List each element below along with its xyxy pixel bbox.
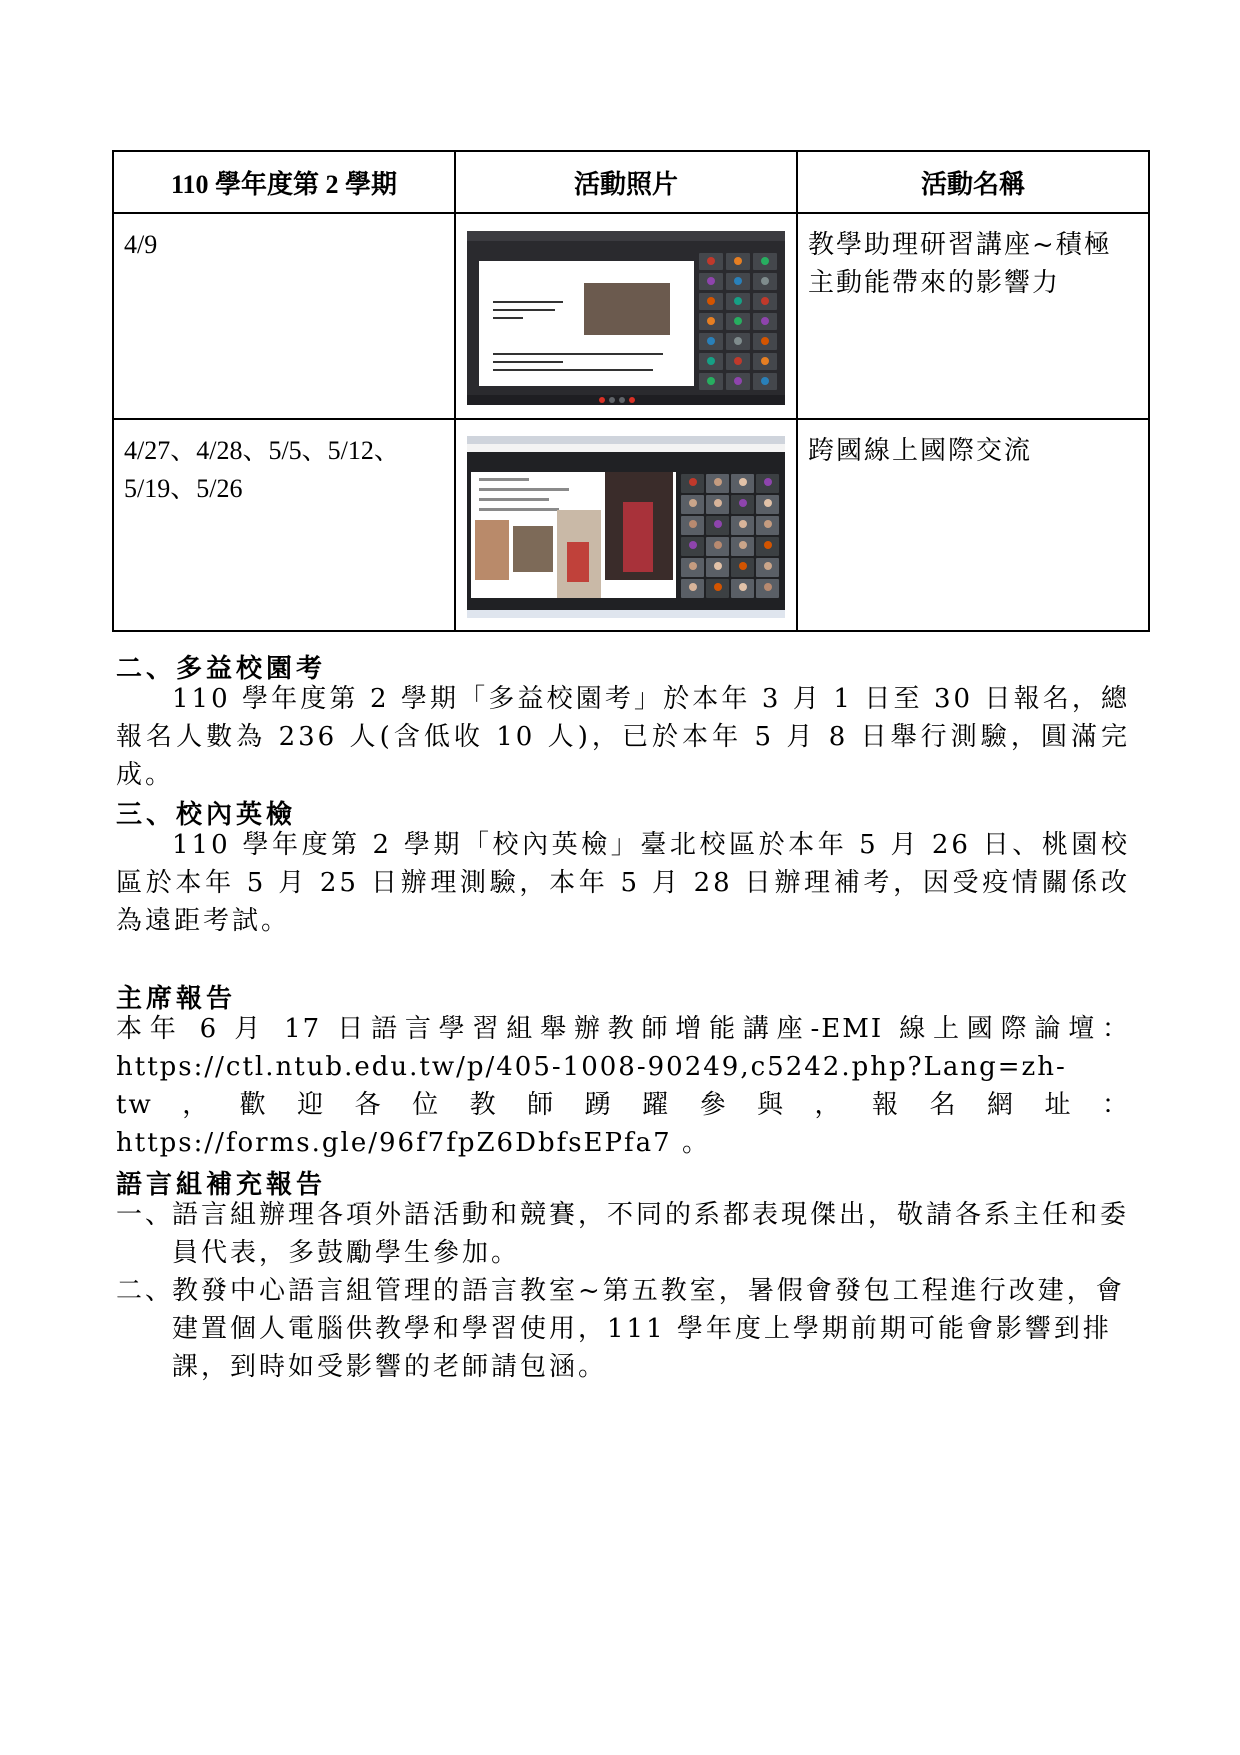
online-exchange-screenshot-image <box>467 436 785 618</box>
header-semester: 110 學年度第 2 學期 <box>113 151 455 213</box>
activity-date: 4/27、4/28、5/5、5/12、5/19、5/26 <box>113 419 455 631</box>
section-body-english-test: 110 學年度第 2 學期「校內英檢」臺北校區於本年 5 月 26 日、桃園校區於本年 5 月 25 日辦理測驗，本年 5 月 28 日辦理補考，因受疫情關係改為遠距考試。 <box>116 830 1130 936</box>
participant-tile <box>706 537 729 556</box>
participant-tile <box>753 253 777 270</box>
participant-tile <box>753 333 777 350</box>
participant-tile <box>753 293 777 310</box>
section-title-toeic: 二、多益校園考 <box>116 654 327 684</box>
participant-tile <box>726 353 750 370</box>
activity-photo-cell <box>455 213 797 419</box>
participant-tile <box>731 495 754 514</box>
participant-tile <box>726 273 750 290</box>
participant-tile <box>756 474 779 493</box>
table-header-row <box>113 151 1149 213</box>
participant-tile <box>753 373 777 390</box>
list-item: 二、 教發中心語言組管理的語言教室~第五教室，暑假會發包工程進行改建，會建置個人電腦供教學和學習使用，111 學年度上學期前期可能會影響到排課，到時如受影響的老師請包涵。 <box>116 1276 1125 1382</box>
participant-tile <box>753 273 777 290</box>
participant-tile <box>756 495 779 514</box>
section-title-chair-report: 主席報告 <box>116 984 237 1014</box>
participant-tile <box>699 313 723 330</box>
header-activity-name: 活動名稱 <box>797 151 1149 213</box>
activity-photo-cell <box>455 419 797 631</box>
participant-tile <box>706 516 729 535</box>
participant-tile <box>726 253 750 270</box>
participant-tile <box>706 474 729 493</box>
participant-tile <box>726 373 750 390</box>
participant-tile <box>726 293 750 310</box>
participant-tile <box>681 579 704 598</box>
participant-tile <box>726 313 750 330</box>
activity-date: 4/9 <box>113 213 455 419</box>
participant-tile <box>681 537 704 556</box>
list-item: 一、 語言組辦理各項外語活動和競賽，不同的系都表現傑出，敬請各系主任和委員代表，多鼓勵學生參加。 <box>116 1200 1130 1268</box>
table-row <box>113 419 1149 631</box>
participant-tile <box>753 353 777 370</box>
participant-tile <box>731 516 754 535</box>
participant-tile <box>726 333 750 350</box>
participant-tile <box>756 558 779 577</box>
participant-tile <box>681 558 704 577</box>
participant-tile <box>699 253 723 270</box>
participant-tile <box>731 537 754 556</box>
section-body-toeic: 110 學年度第 2 學期「多益校園考」於本年 3 月 1 日至 30 日報名，總報名人數為 236 人(含低收 10 人)，已於本年 5 月 8 日舉行測驗，圓滿完成。 <box>116 684 1130 790</box>
participant-tile <box>699 273 723 290</box>
participant-tile <box>731 474 754 493</box>
section-title-english-test: 三、校內英檢 <box>116 800 297 830</box>
participant-tile <box>756 537 779 556</box>
activity-name: 教學助理研習講座~積極主動能帶來的影響力 <box>797 213 1149 419</box>
participant-tile <box>681 516 704 535</box>
meeting-screenshot-image <box>467 231 785 405</box>
participant-tile <box>681 495 704 514</box>
participant-tile <box>731 558 754 577</box>
participant-tile <box>756 516 779 535</box>
participant-tile <box>756 579 779 598</box>
activity-name: 跨國線上國際交流 <box>797 419 1149 631</box>
participant-tile <box>731 579 754 598</box>
section-title-supplement: 語言組補充報告 <box>116 1170 327 1200</box>
activity-table <box>112 150 1150 632</box>
participant-tile <box>753 313 777 330</box>
header-photo: 活動照片 <box>455 151 797 213</box>
participant-tile <box>706 579 729 598</box>
participant-tile <box>699 373 723 390</box>
participant-tile <box>681 474 704 493</box>
participant-tile <box>706 495 729 514</box>
participant-tile <box>706 558 729 577</box>
participant-tile <box>699 293 723 310</box>
participant-tile <box>699 333 723 350</box>
section-body-chair-report: 本年 6 月 17 日語言學習組舉辦教師增能講座-EMI 線上國際論壇：https://ctl.ntub.edu.tw/p/405-1008-90249,c5242.php?Lang=zh-tw，歡迎各位教師踴躍參與，報名網址：https://forms.gle/96f7fpZ6DbfsEPfa7 。 <box>116 1014 1130 1158</box>
participant-tile <box>699 353 723 370</box>
table-row <box>113 213 1149 419</box>
